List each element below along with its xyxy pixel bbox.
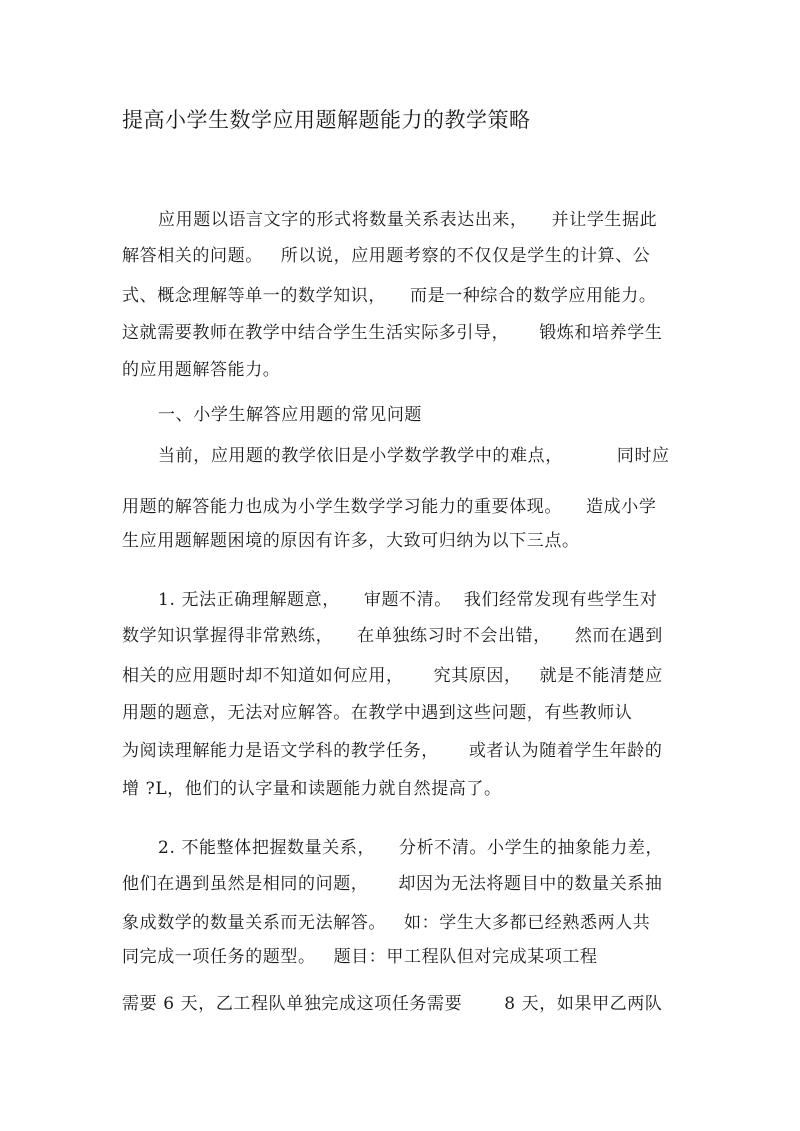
point1-line-3: 相关的应用题时却不知道如何应用， 究其原因， 就是不能清楚应 <box>122 666 663 686</box>
point2-line-2: 他们在遇到虽然是相同的问题， 却因为无法将题目中的数量关系抽 <box>122 874 663 894</box>
section-heading-1: 一、小学生解答应用题的常见问题 <box>122 405 423 425</box>
intro-line-1: 应用题以语言文字的形式将数量关系表达出来， 并让学生据此 <box>122 210 658 230</box>
point2-line-1: 2. 不能整体把握数量关系， 分析不清。小学生的抽象能力差， <box>122 838 664 858</box>
point2-line-4: 同完成一项任务的题型。 题目：甲工程队但对完成某项工程 <box>122 947 598 967</box>
point1-line-2: 数学知识掌握得非常熟练， 在单独练习时不会出错， 然而在遇到 <box>122 626 663 646</box>
point1-line-4: 用题的题意，无法对应解答。在教学中遇到这些问题，有些教师认 <box>122 703 633 723</box>
point2-line-5: 需要 6 天，乙工程队单独完成这项任务需要 8 天，如果甲乙两队 <box>122 994 663 1014</box>
intro-line-4: 这就需要教师在教学中结合学生生活实际多引导， 锻炼和培养学生 <box>122 323 663 343</box>
intro-line-3: 式、概念理解等单一的数学知识， 而是一种综合的数学应用能力。 <box>122 286 657 306</box>
intro-line-2: 解答相关的问题。 所以说，应用题考察的不仅仅是学生的计算、公 <box>122 246 651 266</box>
point1-line-6: 增 ?L，他们的认字量和读题能力就自然提高了。 <box>122 779 502 799</box>
section1-line-2: 用题的解答能力也成为小学生数学学习能力的重要体现。 造成小学 <box>122 497 657 517</box>
section1-line-1: 当前，应用题的教学依旧是小学数学教学中的难点， 同时应 <box>122 446 670 466</box>
point2-line-3: 象成数学的数量关系而无法解答。 如：学生大多都已经熟悉两人共 <box>122 913 651 933</box>
page-title: 提高小学生数学应用题解题能力的教学策略 <box>122 108 531 132</box>
section1-line-3: 生应用题解题困境的原因有许多，大致可归纳为以下三点。 <box>122 531 580 551</box>
point1-line-1: 1. 无法正确理解题意， 审题不清。 我们经常发现有些学生对 <box>122 590 658 610</box>
intro-line-5: 的应用题解答能力。 <box>122 360 281 380</box>
point1-line-5: 为阅读理解能力是语文学科的教学任务， 或者认为随着学生年龄的 <box>122 741 663 761</box>
